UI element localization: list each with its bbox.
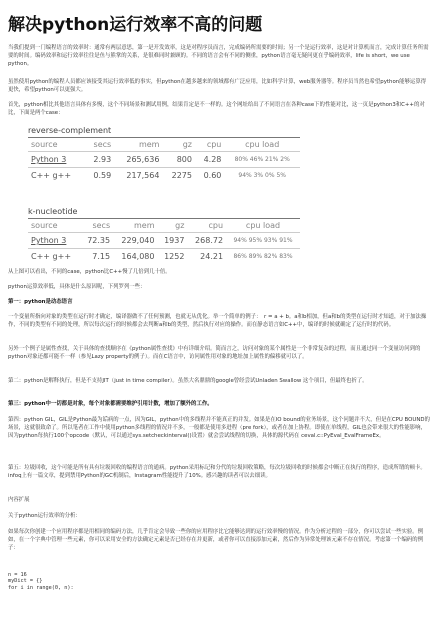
cell-mem: 164,080 — [113, 249, 157, 265]
cell-secs: 0.59 — [85, 168, 114, 184]
column-header: source — [31, 221, 58, 230]
column-header: cpu — [208, 221, 224, 230]
benchmark-table-reverse-complement — [28, 126, 300, 183]
cell-source: C++ g++ — [28, 249, 80, 265]
table-row — [28, 168, 300, 184]
column-header: mem — [138, 140, 160, 149]
column-header: cpu load — [245, 140, 280, 149]
cell-gz: 2275 — [162, 168, 195, 184]
column-header: gz — [175, 221, 185, 230]
reason-2: 第二：python是解释执行，但是不支持JIT（just in time compiler）。虽然大名鼎鼎的google曾经尝试Unladen Swallow 这个项目，但最终也折了。 — [8, 378, 368, 384]
reason-5: 第五：垃圾回收，这个可能是所有具有垃圾回收的编程语言的通病。python采用标记和分代的垃圾回收策略，每次垃圾回收的时候都会中断正在执行的程序，造成所谓的顿卡。infoq上有一篇文章，提到禁用Python的GC机制后，Instagram性能提升了10%。感兴趣的读者可以去细读。 — [8, 465, 426, 480]
benchmark-caption: k-nucleotide — [28, 207, 78, 216]
column-header: gz — [182, 140, 192, 149]
analysis-heading: 关于python运行效率的分析： — [8, 513, 81, 519]
cell-cpu-load: 94% 3% 0% 5% — [224, 168, 300, 184]
cell-cpu: 268.72 — [187, 233, 226, 249]
code-block — [8, 572, 74, 591]
table-row — [28, 152, 300, 168]
code-line: for i in range(0, n): — [8, 584, 74, 591]
cell-cpu-load: 86% 89% 82% 83% — [226, 249, 300, 265]
cell-mem: 229,040 — [113, 233, 157, 249]
column-header: mem — [133, 221, 155, 230]
column-header: secs — [92, 221, 111, 230]
reason-4: 第四：python GIL，GIL是Python最为诟病的一点，因为GIL，python中的多线程并不能真正的并发。如果是在IO bound的业务场景，这个问题并不大，但是在CPU BOUND的场景，这就很致命了。所以笔者在工作中使用python多线程的情况并不多，一般都是使用多进程（pre fork），或者在加上协程。即使在单线程，GIL也会带来很大的性能影响，因为python每执行100个opcode（默认，可以通过sys.setcheckinterval()设置）就会尝试线程的切换，具体的源代码在 ceval.c::PyEval_EvalFrameEx。 — [8, 417, 430, 440]
cell-cpu: 24.21 — [187, 249, 226, 265]
code-line: n = 16 — [8, 572, 27, 578]
analysis-body: 如果每次你创建一个应用程序都是用相同的编码方法，几乎肯定会导致一些你的应用程序比它能够达到的运行效率慢的情况。作为分析过程的一部分，你可以尝试一些实验。例如，在一个字典中管理一些元素，你可以采用安全的方法确定元素是否已经存在并更新，或者你可以直接添加元素，然后作为异常处理该元素不存在情况。考虑第一个编码的例子： — [8, 529, 424, 552]
column-header: secs — [93, 140, 112, 149]
reason-1-heading: 第一：python是动态语言 — [8, 299, 73, 305]
reason-1-example: 另外一个例子是属性查找，关于具体的查找顺序在《python属性查找》中有详细介绍。简而言之，访问对象的某个属性是一个非常复杂的过程，而且通过同一个变量访问到的python对象还都可能不一样（参见Lazy property的例子）。而在C语言中，访问属性用对象的地址加上属性的偏移就可以了。 — [8, 346, 421, 361]
cell-secs: 2.93 — [85, 152, 114, 168]
table-row — [28, 249, 300, 265]
cell-gz: 1937 — [158, 233, 188, 249]
cell-secs: 7.15 — [80, 249, 113, 265]
cell-source: Python 3 — [28, 233, 80, 249]
reason-3: 第三：python中一切都是对象，每个对象都需要维护引用计数，增加了额外的工作。 — [8, 401, 213, 407]
cell-gz: 800 — [162, 152, 195, 168]
code-line: myDict = {} — [8, 578, 43, 585]
extension-heading: 内容扩展 — [8, 497, 30, 503]
benchmark-table — [28, 219, 300, 264]
summary-paragraph: 从上图可以看出，不同的case，python比C++慢了几倍到几十倍。 — [8, 269, 171, 275]
cell-gz: 1252 — [158, 249, 188, 265]
intro-paragraph-2: 虽然使用python的编程人员都应该接受其运行效率低的事实，但python在越多越来的领域都有广泛应用，比如科学计算，web服务器等。程序员当然也希望python能够运算得更快，希望python可以更强大。 — [8, 79, 427, 94]
column-header: cpu — [206, 140, 222, 149]
page-title: 解决python运行效率不高的问题 — [8, 15, 263, 35]
cell-mem: 265,636 — [114, 152, 162, 168]
reason-1-body: 一个变量所指向对象的类型在运行时才确定，编译器做不了任何预测，也就无从优化。举一个简单的例子： r = a + b。a和b相加，但a和b的类型在运行时才知道，对于加法操作，不同的类型有不同的处理，所以每次运行的时候都会去判断a和b的类型，然后执行对应的操作。而在静态语言如C++中，编译的时候就确定了运行时的代码。 — [8, 314, 427, 329]
table-row — [28, 233, 300, 249]
cell-mem: 217,564 — [114, 168, 162, 184]
cell-cpu: 4.28 — [195, 152, 224, 168]
cell-secs: 72.35 — [80, 233, 113, 249]
reasons-intro: python运算效率低，具体是什么原因呢，下列罗列一些： — [8, 284, 146, 290]
benchmark-caption: reverse-complement — [28, 126, 112, 135]
intro-paragraph-1: 当我们提到一门编程语言的效率时：通常有两层意思，第一是开发效率，这是对程序员而言，完成编码所需要的时间；另一个是运行效率，这是对计算机而言，完成计算任务所需要的时间。编码效率和运行效率往往是鱼与熊掌的关系，是很难同时兼顾的。不同的语言会有不同的侧重，python语言毫无疑问更在乎编码效率，life is short，we use python。 — [8, 45, 429, 68]
benchmark-table — [28, 138, 300, 183]
column-header: cpu load — [245, 221, 281, 230]
cell-source: C++ g++ — [28, 168, 85, 184]
cell-cpu-load: 94% 95% 93% 91% — [226, 233, 300, 249]
column-header: source — [31, 140, 58, 149]
cell-cpu: 0.60 — [195, 168, 224, 184]
benchmark-table-k-nucleotide — [28, 207, 300, 264]
cell-source: Python 3 — [28, 152, 85, 168]
cell-cpu-load: 80% 46% 21% 2% — [224, 152, 300, 168]
intro-paragraph-3: 首先，python相比其他语言具体有多慢，这个不同场景和测试用例，结果肯定是不一样的。这个网址给出了不同语言在各种case下的性能对比，这一页是python3和C++的对比，下面是两个case： — [8, 102, 425, 117]
